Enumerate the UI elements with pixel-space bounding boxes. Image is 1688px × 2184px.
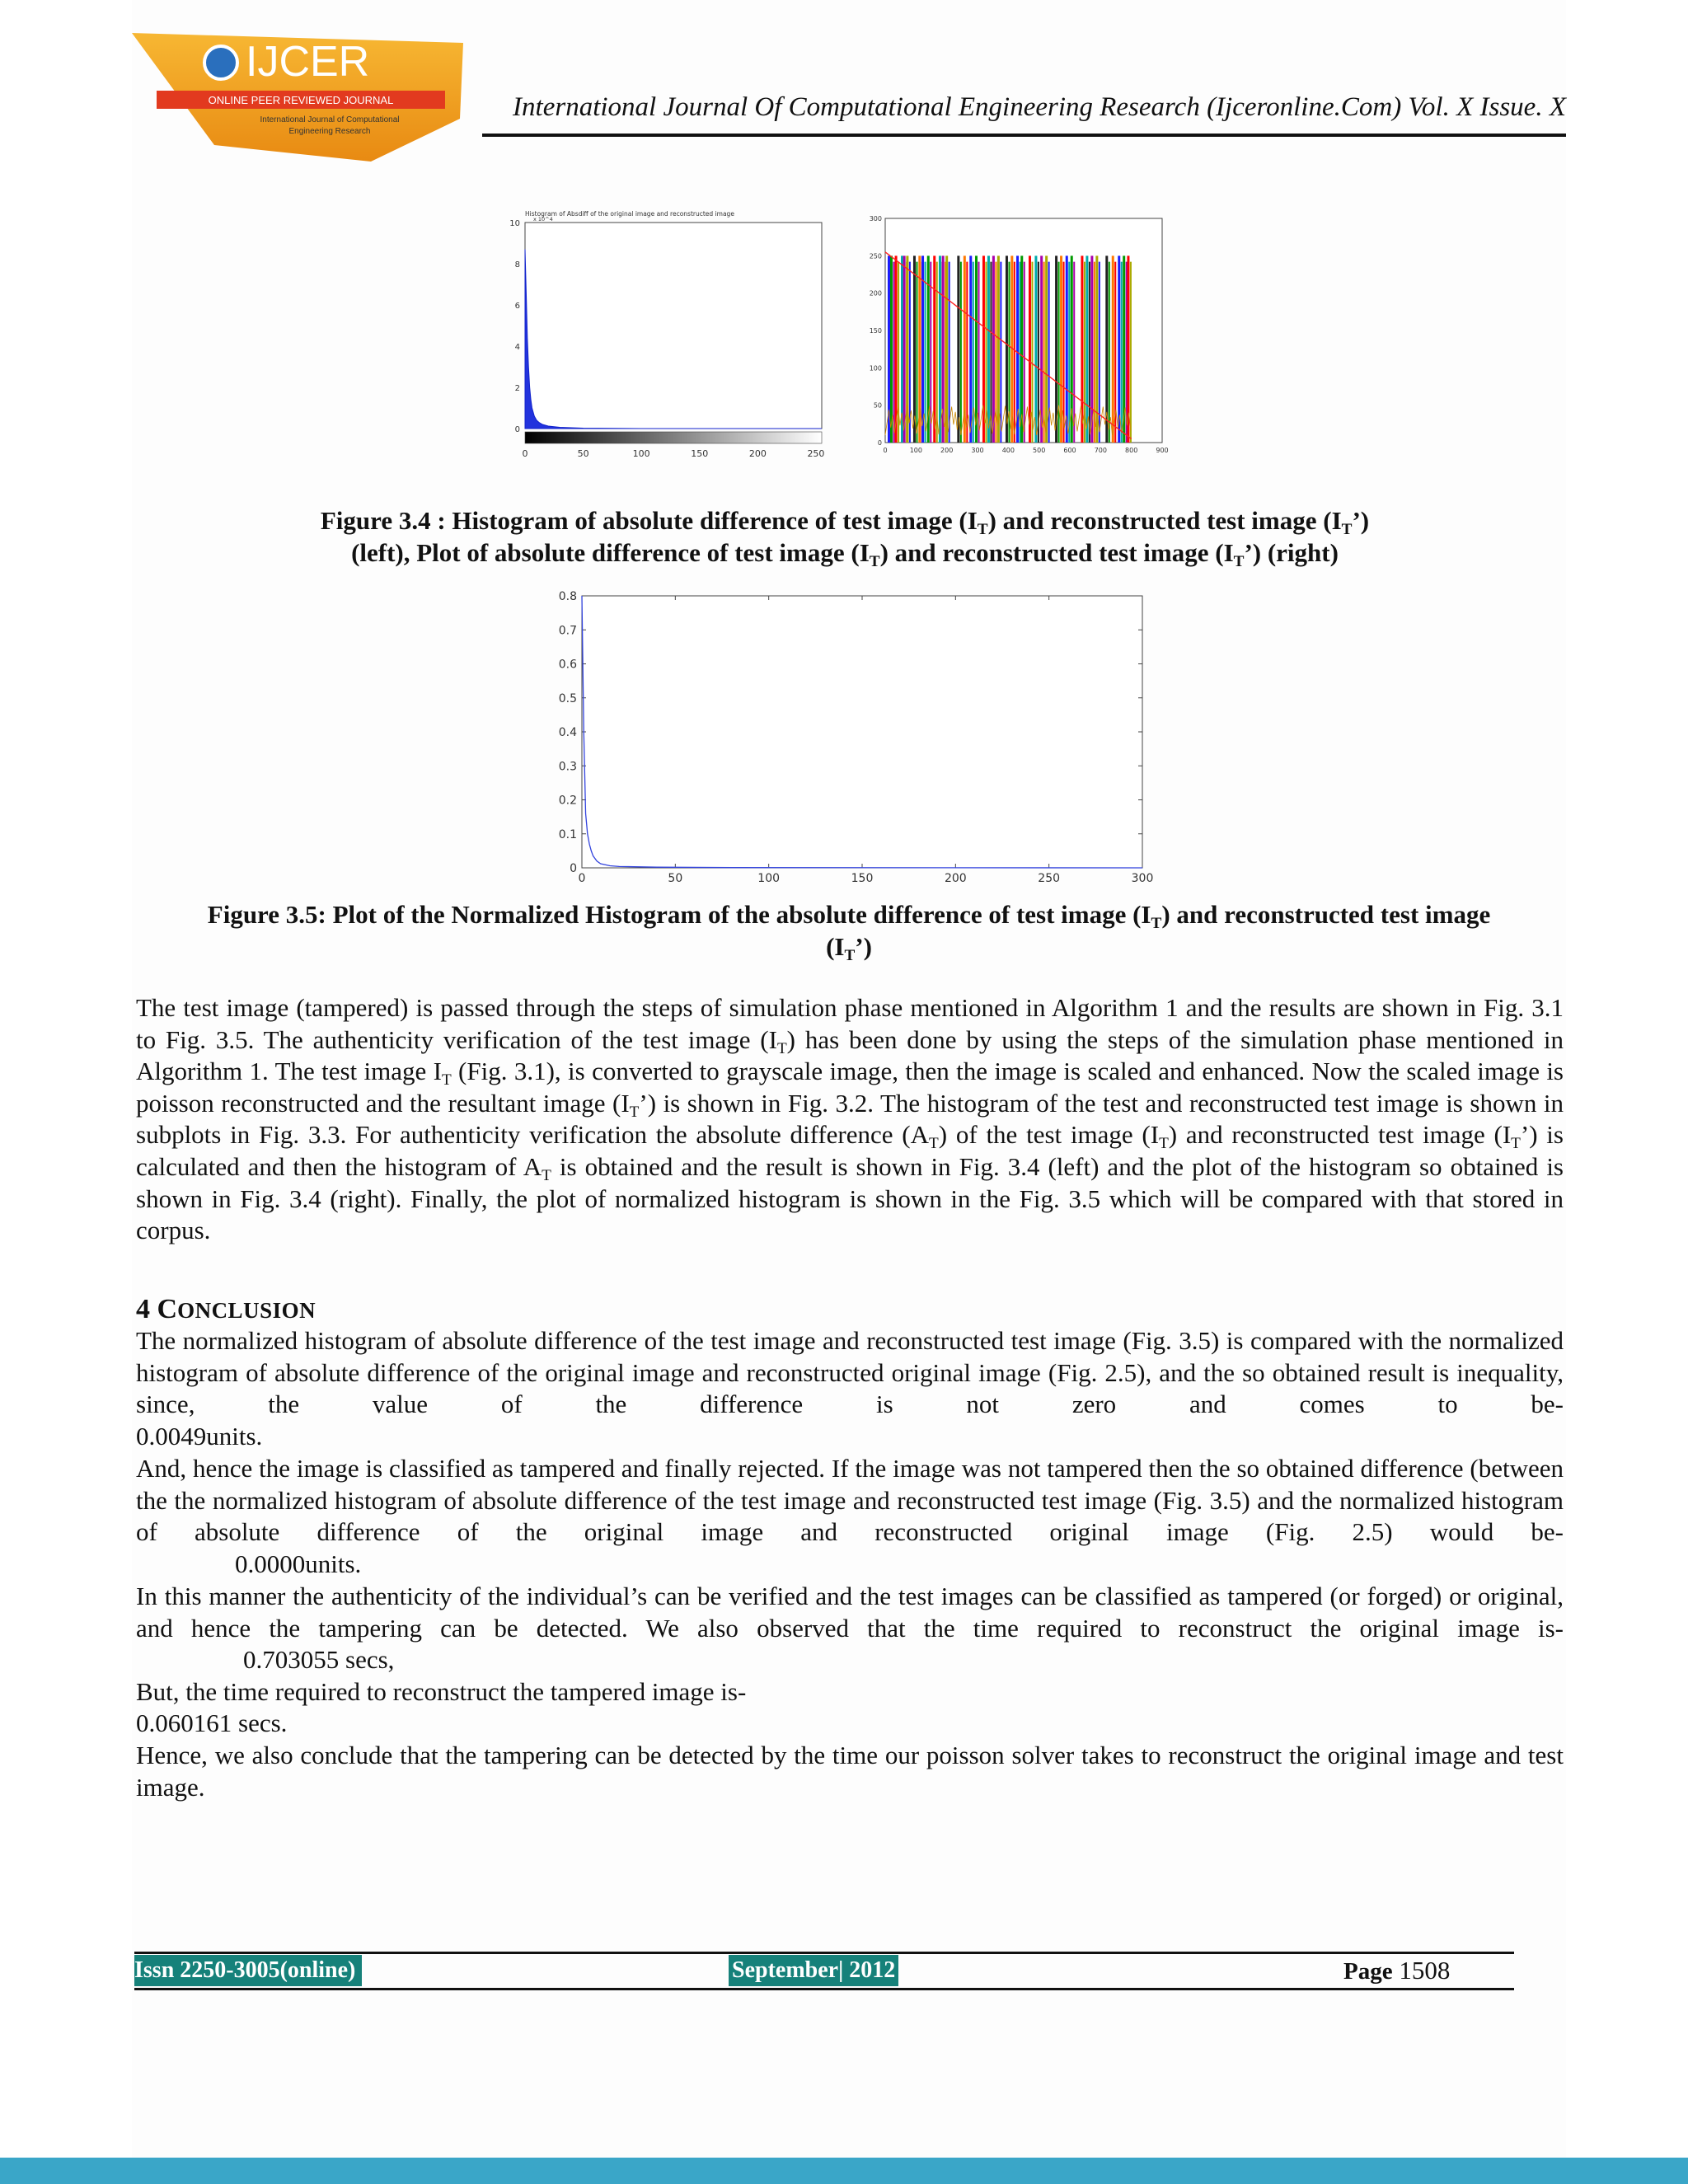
y-tick-label: 200 [869,289,882,298]
footer-top-rule [134,1952,1514,1954]
x-tick-label: 50 [577,448,589,459]
figure-3-4-caption [198,504,1492,569]
logo-subtitle-1: International Journal of Computational [260,115,400,124]
figure-3-5-caption [132,898,1566,963]
footer-bottom-rule [134,1988,1514,1990]
y-tick-label: 0.3 [558,760,577,774]
logo-text: IJCER [246,38,370,86]
x-tick-label: 800 [1125,447,1138,454]
y-tick-label: 0 [570,862,577,875]
x-tick-label: 300 [971,447,984,454]
x-tick-label: 600 [1063,447,1076,454]
x-tick-label: 50 [668,872,683,885]
histogram-absdiff-chart [507,204,837,468]
x-tick-label: 200 [940,447,954,454]
normalized-histogram-chart [536,581,1170,886]
y-tick-label: 100 [869,364,882,373]
logo-subtitle-2: Engineering Research [288,127,371,136]
logo-tagline: ONLINE PEER REVIEWED JOURNAL [208,94,394,106]
x-tick-label: 500 [1033,447,1046,454]
difference-value-original: 0.0000units. [235,1549,362,1578]
x-tick-label: 300 [1131,872,1154,885]
y-tick-label: 0.2 [558,794,577,808]
x-tick-label: 100 [909,447,922,454]
y-tick-label: 0.4 [558,726,577,739]
x-tick-label: 150 [851,872,874,885]
x-tick-label: 200 [944,872,967,885]
x-tick-label: 200 [748,448,767,459]
y-tick-label: 0.8 [558,590,577,603]
tampered-reconstruct-time: 0.060161 secs. [136,1708,288,1737]
figure-3-5-caption-line-1: Figure 3.5: Plot of the Normalized Histogram of the absolute difference of test image $(I_T)$ and reconstructed test image [207,900,1491,932]
x-tick-label: 0 [883,447,888,454]
y-tick-label: 250 [869,252,882,260]
x-tick-label: 700 [1094,447,1107,454]
y-tick-label: 10 [509,219,520,228]
footer-page-label: Page [1343,1958,1393,1985]
x-tick-label: 150 [691,448,709,459]
ijcer-logo [124,30,470,170]
y-scale-label: x 10^4 [533,216,553,223]
y-tick-label: 0.5 [558,691,577,705]
difference-value-tampered: 0.0049units. [136,1422,263,1451]
x-tick-label: 250 [1038,872,1061,885]
y-tick-label: 4 [514,343,520,352]
plot-frame [525,223,822,429]
y-tick-label: 50 [873,401,882,410]
x-tick-label: 0 [578,872,586,885]
y-tick-label: 300 [869,215,882,223]
conclusion-paragraph-1: The normalized histogram of absolute difference of the test image and reconstructed test image (Fig. 3.5) is compared with the normalized histogram of absolute difference of the original image and reconstructed original image (Fig. 2.5), and the so obtained result is inequality, since, the value of the difference is not zero and comes to be- [136,1326,1564,1419]
x-tick-label: 100 [632,448,650,459]
footer-issn: Issn 2250-3005(online) [134,1955,362,1986]
chart-title: Histogram of Absdiff of the original image and reconstructed image [525,210,734,218]
y-tick-label: 150 [869,327,882,335]
journal-title: International Journal Of Computational Engineering Research (Ijceronline.Com) Vol. X Issue. X [513,92,1566,122]
figure-3-5-caption-line-2: $(I_T’)$ [826,932,872,964]
conclusion-paragraph-3: In this manner the authenticity of the individual’s can be verified and the test images can be classified as tampered (or forged) or original, and hence the tampering can be detected. We also observed that the time required to reconstruct the original image is- [136,1582,1564,1643]
y-tick-label: 0 [877,439,882,447]
conclusion-paragraph-2: And, hence the image is classified as tampered and finally rejected. If the image was not tampered then the so obtained difference (between the the normalized histogram of absolute difference of the test image and reconstructed test image (Fig. 3.5) and the normalized histogram of absolute difference of the original image and reconstructed original image (Fig. 2.5) would be- [136,1454,1564,1547]
x-tick-label: 900 [1156,447,1169,454]
y-tick-label: 6 [514,302,520,311]
body-paragraph: The test image (tampered) is passed through the steps of simulation phase mentioned in Algorithm 1 and the results are shown in Fig. 3.1 to Fig. 3.5. The authenticity verification of the test image $(I_T)$ has been done by using the steps of the simulation phase mentioned in Algorithm 1. The test image $I_T$ (Fig. 3.1), is converted to grayscale image, then the image is scaled and enhanced. Now the scaled image is poisson reconstructed and the resultant image $(I_T’)$ is shown in Fig. 3.2. The histogram of the test and reconstructed test image is shown in subplots in Fig. 3.3. For authenticity verification the absolute difference $(A_T)$ of the test image $(I_T)$ and reconstructed test image $(I_T’)$ is calculated and then the histogram of $A_T$ is obtained and the result is shown in Fig. 3.4 (left) and the plot of the histogram so obtained is shown in Fig. 3.4 (right). Finally, the plot of normalized histogram is shown in the Fig. 3.5 which will be compared with that stored in corpus. [136,993,1564,1245]
x-tick-label: 0 [522,448,528,459]
y-tick-label: 0.7 [558,624,577,638]
y-tick-label: 0 [514,425,520,434]
footer-page-number: 1508 [1399,1956,1451,1985]
figure-3-4-caption-line-1: Figure 3.4 : Histogram of absolute difference of test image $(I_T)$ and reconstructed test image $(I_T’)$ [320,506,1370,538]
grayscale-colorbar [525,432,822,443]
x-tick-label: 100 [757,872,781,885]
footer-page [1343,1955,1450,1987]
footer-date: September| 2012 [729,1955,898,1986]
y-tick-label: 0.1 [558,827,577,841]
absdiff-plot-chart [857,210,1179,466]
x-tick-label: 400 [1001,447,1015,454]
y-tick-label: 8 [514,260,520,269]
conclusion-paragraph-5: Hence, we also conclude that the tampering can be detected by the time our poisson solver takes to reconstruct the original image and test image. [136,1741,1564,1802]
x-tick-label: 250 [807,448,825,459]
figure-3-4-caption-line-2: (left), Plot of absolute difference of test image $(I_T)$ and reconstructed test image $(I_T’)$ (right) [351,538,1339,570]
tampered-time-line: But, the time required to reconstruct the tampered image is- [136,1677,747,1706]
conclusion-heading: 4 CONCLUSION [136,1294,316,1324]
y-tick-label: 2 [514,384,520,393]
plot-frame [582,596,1142,868]
page-bottom-bar [0,2158,1688,2184]
y-tick-label: 0.6 [558,658,577,672]
original-reconstruct-time: 0.703055 secs, [243,1645,395,1674]
header-rule [482,134,1566,137]
